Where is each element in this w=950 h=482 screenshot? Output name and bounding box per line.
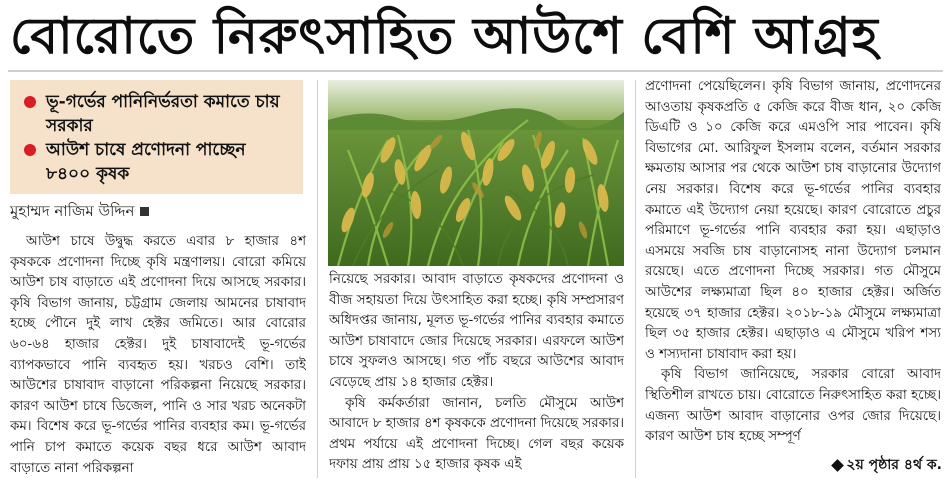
article-column-1: [10, 232, 306, 480]
highlight-text: ভূ-গর্ভের পানিনির্ভরতা কমাতে চায় সরকার: [46, 92, 280, 136]
column-divider: [317, 80, 318, 478]
highlight-box: [10, 80, 303, 194]
rice-field-photo: [328, 80, 624, 266]
column-divider: [635, 80, 636, 478]
square-icon: [140, 207, 149, 216]
rice-field-image: [328, 80, 624, 266]
article-column-2: [329, 270, 624, 480]
highlight-item: [24, 138, 293, 186]
continued-note: [820, 455, 942, 475]
paragraph: প্রণোদনা পেয়েছিলেন। কৃষি বিভাগ জানায়, প্রণোদনের আওতায় কৃষকপ্রতি ৫ কেজি করে বীজ ধান, ২০ কেজি ডিএটি ও ১০ কেজি করে এমওপি সার পাবেন। কৃষি বিভাগের মো. আরিফুল ইসলাম বলেন, বর্তমান সরকার ক্ষমতায় আসার পর থেকে আউশ চাষ বাড়ানোর উদ্যোগ নেয় সরকার। বিশেষ করে ভূ-গর্ভের পানির ব্যবহার কমাতে এই উদ্যোগ নেয়া হয়েছে। কারণ বোরোতে প্রচুর পরিমাণে ভূ-গর্ভের পানি ব্যবহার করা হয়। এছাড়াও এসময়ে সবজি চাষ বাড়ানোসহ নানা উদ্যোগ চলমান রয়েছে। এতে প্রণোদনা দিচ্ছে সরকার। গত মৌসুমে আউশের লক্ষ্যমাত্রা ছিল ৪০ হাজার হেক্টর। অর্জিত হয়েছে ৩৭ হাজার হেক্টর। ২০১৮-১৯ মৌসুমে লক্ষ্যমাত্রা ছিল ৩৫ হাজার হেক্টর। এছাড়াও এ মৌসুমে খরিপ শস্য ও শস্যদানা চাষাবাদ করা হয়।: [645, 79, 941, 362]
paragraph: আউশ চাষে উদ্বুদ্ধ করতে এবার ৮ হাজার ৪শ কৃষককে প্রণোদনা দিচ্ছে কৃষি মন্ত্রণালয়। বোরো কমিয়ে আউশ চাষ বাড়াতে এই প্রণোদনা দিয়ে আসছে সরকার। কৃষি বিভাগ জানায়, চট্টগ্রাম জেলায় আমনের চাষাবাদ হচ্ছে পৌনে দুই লাখ হেক্টর জমিতে। আর বোরোর ৬০-৬৪ হাজার হেক্টর। দুই চাষাবাদেই ভূ-গর্ভের ব্যাপকভাবে পানি ব্যবহৃত হয়। খরচও বেশি। তাই আউশের চাষাবাদ বাড়ানো পরিকল্পনা নিয়েছে সরকার। কারণ আউশ চাষে ডিজেল, পানি ও সার খরচ অনেকটা কম। বিশেষ করে ভূ-গর্ভের পানির ব্যবহার কম। ভূ-গর্ভের পানি চাপ কমাতে কয়েক বছর ধরে আউশ আবাদ বাড়াতে নানা পরিকল্পনা: [10, 234, 306, 476]
headline: বোরোতে নিরুৎসাহিত আউশে বেশি আগ্রহ: [10, 7, 879, 65]
byline-name: মুহাম্মদ নাজিম উদ্দিন: [10, 202, 135, 220]
paragraph: কৃষি বিভাগ জানিয়েছে, সরকার বোরো আবাদ স্থিতিশীল রাখতে চায়। বোরোতে নিরুৎসাহিত করা হচ্ছে। এজন্য আউশ আবাদ বাড়ানোর ওপর জোর দিয়েছে। কারণ আউশ চাষ হচ্ছে সম্পূর্ণ: [645, 367, 941, 445]
byline: [10, 199, 303, 223]
paragraph: নিয়েছে সরকার। আবাদ বাড়াতে কৃষকদের প্রণোদনা ও বীজ সহায়তা দিয়ে উৎসাহিত করা হচ্ছে। কৃষি সম্প্রসারণ অধিদপ্তর জানায়, মূলত ভূ-গর্ভের পানির ব্যবহার কমাতে আউশ চাষাবাদে জোর দিয়েছে সরকার। এরফলে আউশ চাষে সুফলও আসছে। গত পাঁচ বছরে আউশের আবাদ বেড়েছে প্রায় ১৪ হাজার হেক্টর।: [329, 272, 624, 390]
bullet-dot-icon: [24, 96, 36, 108]
article-column-3: [645, 77, 941, 461]
paragraph: কৃষি কর্মকর্তারা জানান, চলতি মৌসুমে আউশ আবাদে ৮ হাজার ৪শ কৃষককে প্রণোদনা দিয়েছে সরকার। প্রথম পর্যায়ে এই প্রণোদনা দিচ্ছে। গেল বছর কয়েক দফায় প্রায় প্রায় ১৫ হাজার কৃষক এই: [329, 395, 624, 473]
continued-text: ২য় পৃষ্ঠার ৪র্থ ক.: [846, 457, 942, 473]
highlight-item: [24, 90, 293, 138]
headline-rule: [8, 70, 943, 72]
highlight-text: আউশ চাষে প্রণোদনা পাচ্ছেন ৮৪০০ কৃষক: [46, 140, 246, 184]
diamond-icon: [832, 459, 845, 472]
bullet-dot-icon: [24, 144, 36, 156]
